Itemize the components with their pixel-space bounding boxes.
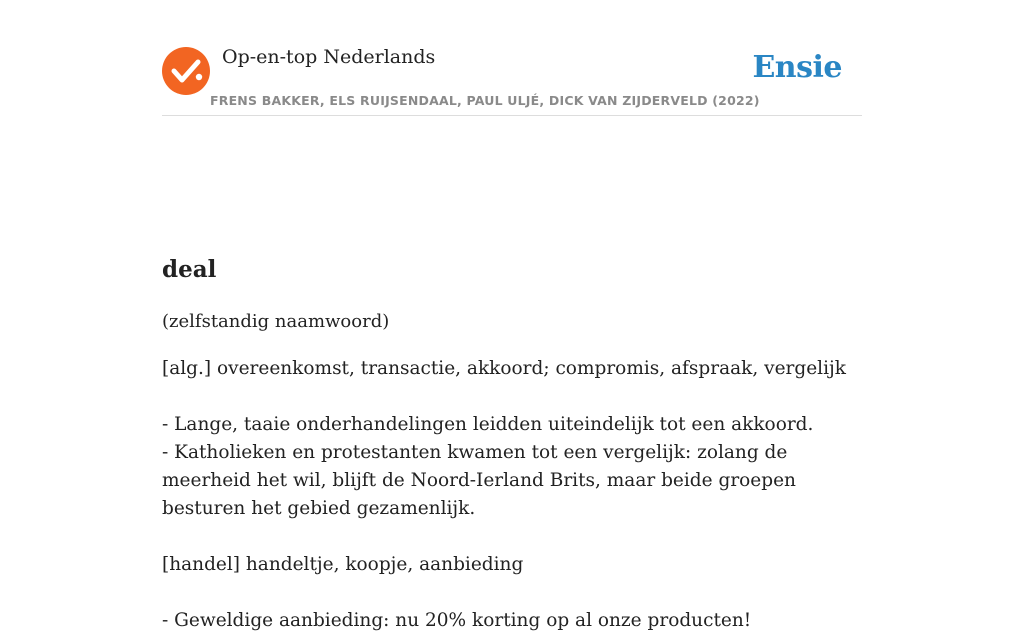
blank-line — [162, 579, 862, 607]
checkmark-circle-icon — [162, 47, 210, 95]
example-line: - Geweldige aanbieding: nu 20% korting op al onze producten! — [162, 610, 752, 631]
part-of-speech: (zelfstandig naamwoord) — [162, 311, 390, 332]
sense-trade: [handel] handeltje, koopje, aanbieding — [162, 554, 524, 575]
source-header — [162, 0, 862, 116]
blank-line — [162, 523, 862, 551]
sense-general: [alg.] overeenkomst, transactie, akkoord; compromis, afspraak, vergelijk — [162, 358, 846, 379]
entry-card — [162, 0, 862, 631]
source-title[interactable]: Op-en-top Nederlands — [222, 46, 436, 68]
brand-logo[interactable]: Ensie — [752, 50, 842, 85]
example-line: - Lange, taaie onderhandelingen leidden uiteindelijk tot een akkoord. — [162, 414, 814, 435]
definition-body — [162, 355, 862, 635]
example-line: - Katholieken en protestanten kwamen tot een vergelijk: zolang de meerheid het wil, blijft de Noord-Ierland Brits, maar beide groepen besturen het gebied gezamenlijk. — [162, 442, 796, 519]
source-authors: FRENS BAKKER, ELS RUIJSENDAAL, PAUL ULJÉ, DICK VAN ZIJDERVELD (2022) — [210, 93, 760, 108]
headword: deal — [162, 256, 217, 283]
blank-line — [162, 383, 862, 411]
